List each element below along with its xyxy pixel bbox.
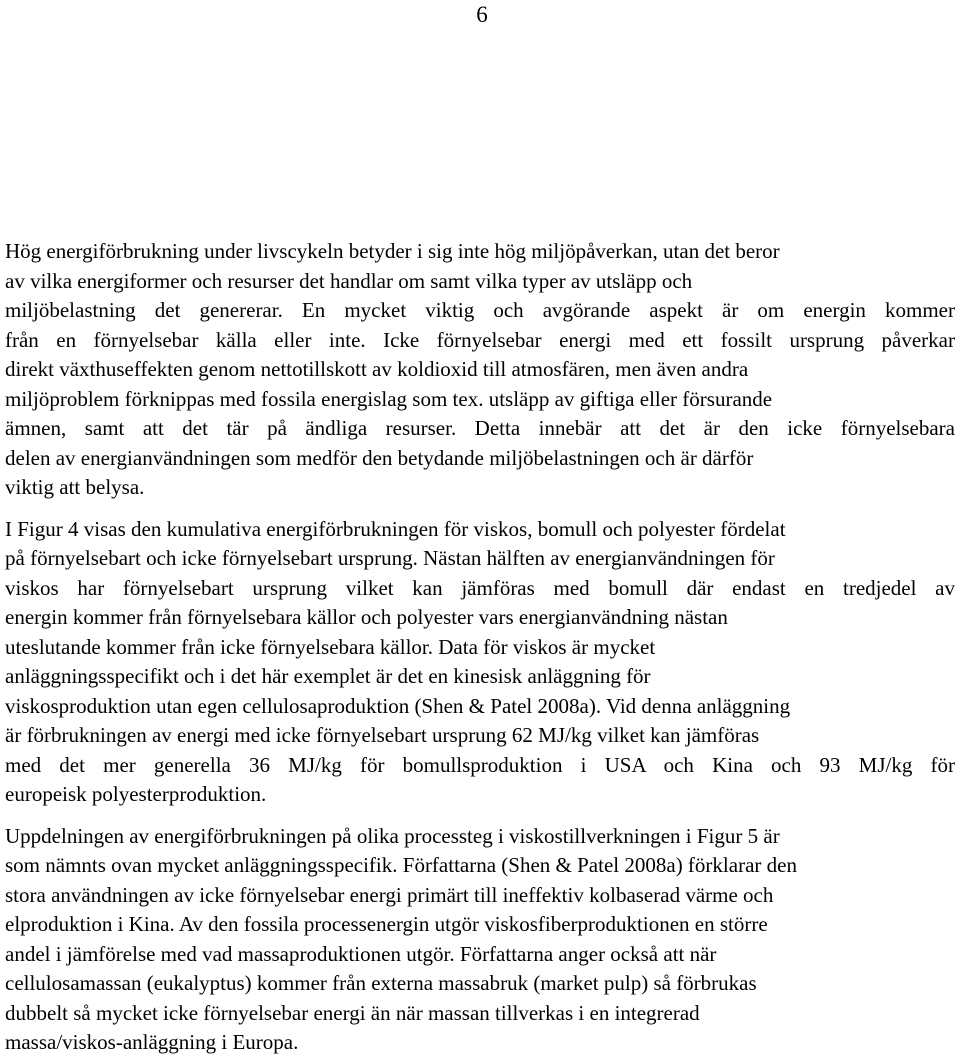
text-line: viktig att belysa. [5, 475, 145, 499]
text-line: dubbelt så mycket icke förnyelsebar energi än när massan tillverkas i en integrerad [5, 1000, 700, 1025]
text-line: viskosproduktion utan egen cellulosaproduktion (Shen & Patel 2008a). Vid denna anläggning [5, 693, 791, 718]
text-line: elproduktion i Kina. Av den fossila processenergin utgör viskosfiberproduktionen en större [5, 912, 768, 936]
paragraph [5, 237, 960, 503]
text-line: viskos har förnyelsebart ursprung vilket kan jämföras med bomull där endast en tredjedel av [5, 575, 955, 600]
page-number: 6 [476, 2, 488, 27]
text-line: stora användningen av icke förnyelsebar energi primärt till ineffektiv kolbaserad värme och [5, 882, 774, 907]
text-line: med det mer generella 36 MJ/kg för bomullsproduktion i USA och Kina och 93 MJ/kg för [5, 752, 955, 777]
text-line: I Figur 4 visas den kumulativa energiförbrukningen för viskos, bomull och polyester fördelat [5, 516, 786, 541]
text-line: anläggningsspecifikt och i det här exemplet är det en kinesisk anläggning för [5, 664, 651, 688]
document-body [5, 237, 960, 1058]
text-line: massa/viskos-anläggning i Europa. [5, 1030, 299, 1054]
text-line: som nämnts ovan mycket anläggningsspecifik. Författarna (Shen & Patel 2008a) förklarar den [5, 853, 797, 877]
text-line: på förnyelsebart och icke förnyelsebart ursprung. Nästan hälften av energianvändningen för [5, 546, 775, 570]
text-line: miljöproblem förknippas med fossila energislag som tex. utsläpp av giftiga eller försurande [5, 386, 773, 411]
paragraph [5, 515, 960, 810]
text-line: delen av energianvändningen som medför den betydande miljöbelastningen och är därför [5, 445, 754, 470]
text-line: europeisk polyesterproduktion. [5, 782, 267, 806]
text-line: miljöbelastning det genererar. En mycket viktig och avgörande aspekt är om energin kommer [5, 298, 955, 322]
text-line: direkt växthuseffekten genom nettotillskott av koldioxid till atmosfären, men även andra [5, 357, 749, 381]
text-line: Hög energiförbrukning under livscykeln betyder i sig inte hög miljöpåverkan, utan det beror [5, 239, 780, 263]
text-line: andel i jämförelse med vad massaproduktionen utgör. Författarna anger också att när [5, 941, 717, 966]
text-line: ämnen, samt att det tär på ändliga resurser. Detta innebär att det är den icke förnyelsebara [5, 416, 955, 440]
text-line: cellulosamassan (eukalyptus) kommer från externa massabruk (market pulp) så förbrukas [5, 971, 757, 995]
text-line: av vilka energiformer och resurser det handlar om samt vilka typer av utsläpp och [5, 268, 693, 293]
text-line: energin kommer från förnyelsebara källor och polyester vars energianvändning nästan [5, 605, 728, 629]
text-line: från en förnyelsebar källa eller inte. Icke förnyelsebar energi med ett fossilt ursprung påverkar [5, 327, 955, 352]
text-line: är förbrukningen av energi med icke förnyelsebart ursprung 62 MJ/kg vilket kan jämföras [5, 723, 760, 747]
paragraph [5, 822, 960, 1058]
text-line: uteslutande kommer från icke förnyelsebara källor. Data för viskos är mycket [5, 634, 656, 659]
text-line: Uppdelningen av energiförbrukningen på olika processteg i viskostillverkningen i Figur 5 är [5, 823, 780, 848]
